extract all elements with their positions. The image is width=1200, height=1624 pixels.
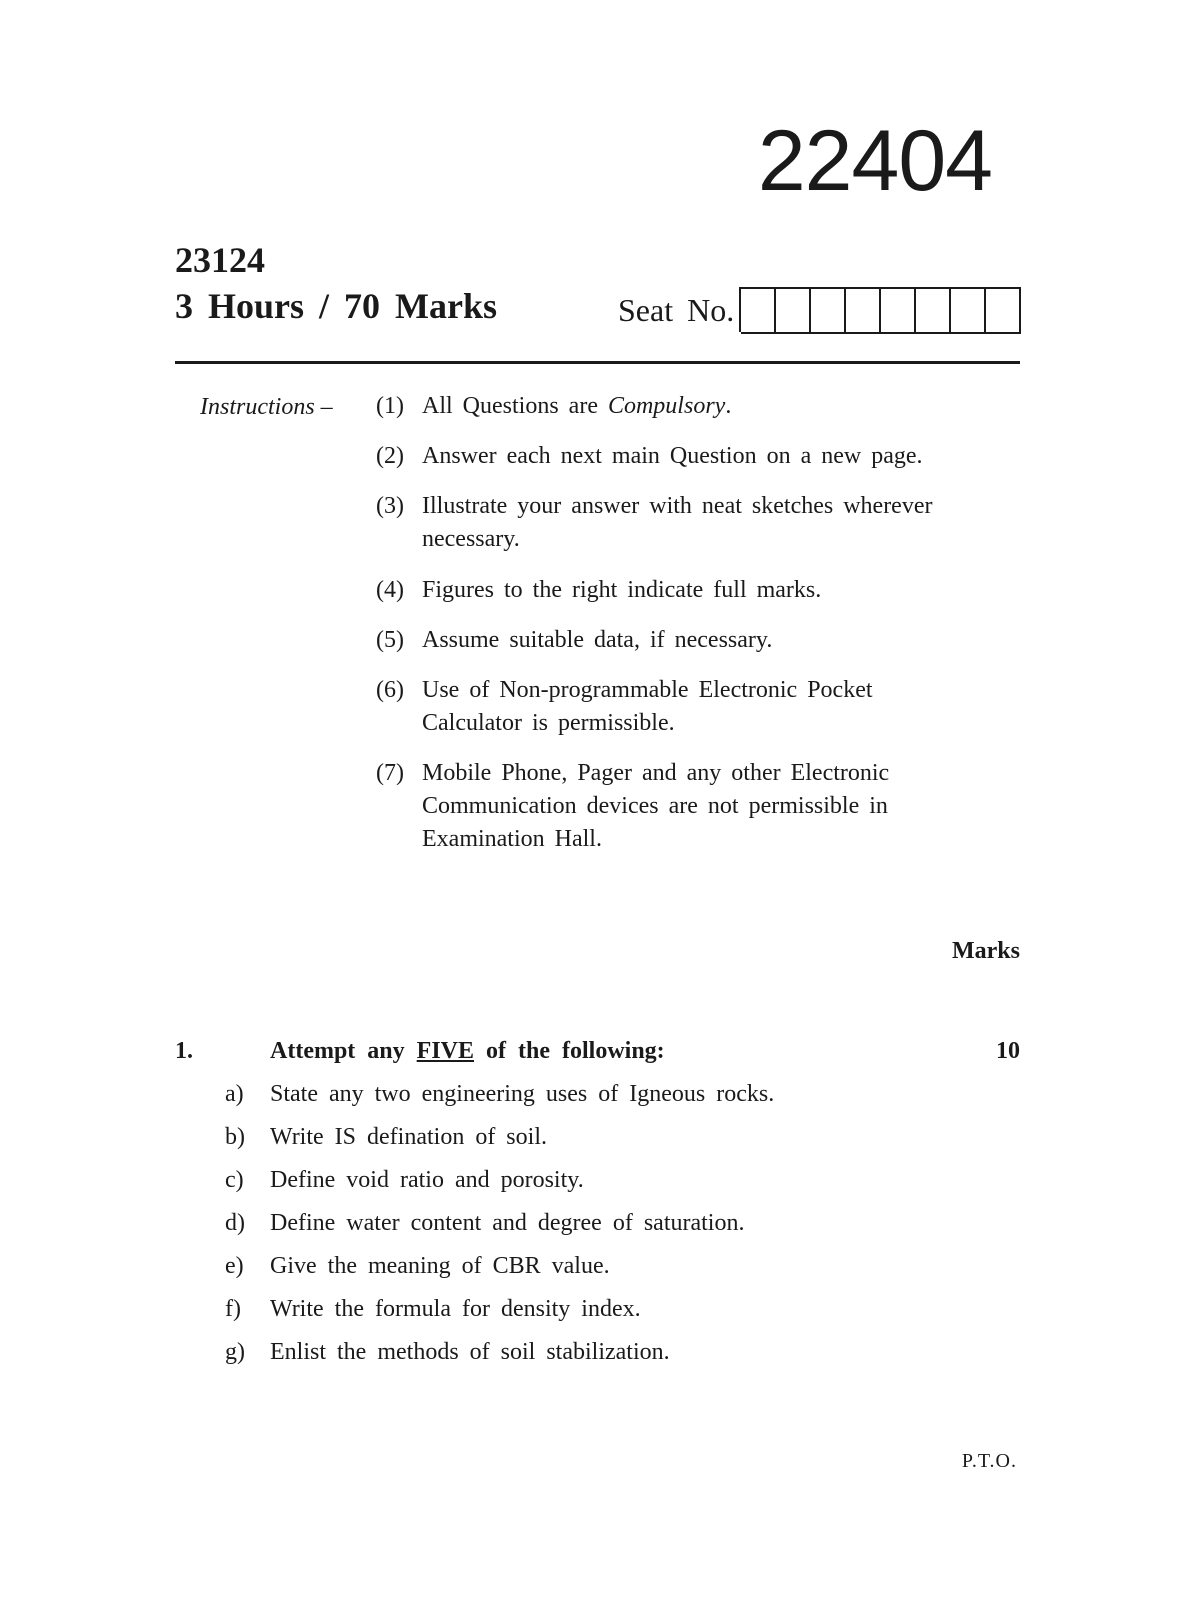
instructions-label: Instructions –: [200, 394, 333, 420]
instruction-number: (4): [376, 577, 404, 603]
instruction-number: (1): [376, 393, 404, 419]
sub-question-label: e): [225, 1253, 244, 1279]
seat-box[interactable]: [811, 287, 846, 334]
question-marks: 10: [996, 1038, 1020, 1064]
sub-question-label: d): [225, 1210, 245, 1236]
instruction-item: [376, 574, 982, 607]
instruction-item: [376, 757, 942, 856]
sub-question-text: Define void ratio and porosity.: [270, 1167, 584, 1193]
seat-box[interactable]: [741, 287, 776, 334]
seat-box[interactable]: [986, 287, 1021, 334]
sub-question-label: f): [225, 1296, 241, 1322]
instruction-number: (2): [376, 443, 404, 469]
instruction-number: (6): [376, 677, 404, 703]
instruction-number: (3): [376, 493, 404, 519]
instruction-number: (5): [376, 627, 404, 653]
seat-box[interactable]: [846, 287, 881, 334]
seat-no-label: Seat No.: [618, 292, 735, 328]
question-title: Attempt any FIVE of the following:: [270, 1038, 665, 1064]
instruction-text: Mobile Phone, Pager and any other Electronic Communication devices are not permissible in Examination Hall.: [422, 760, 890, 852]
sub-question-text: Write the formula for density index.: [270, 1296, 641, 1322]
seat-box[interactable]: [776, 287, 811, 334]
instruction-text: Figures to the right indicate full marks.: [422, 577, 822, 603]
sub-code: 23124: [175, 240, 265, 280]
seat-box[interactable]: [881, 287, 916, 334]
sub-question-label: g): [225, 1339, 245, 1365]
duration-marks: 3 Hours / 70 Marks: [175, 286, 498, 326]
seat-no-boxes[interactable]: [739, 287, 1021, 332]
sub-question-text: Define water content and degree of saturation.: [270, 1210, 745, 1236]
instruction-text: Use of Non-programmable Electronic Pocket Calculator is permissible.: [422, 677, 873, 736]
seat-box[interactable]: [951, 287, 986, 334]
instruction-text: Answer each next main Question on a new page.: [422, 443, 923, 469]
marks-heading: Marks: [952, 938, 1020, 964]
sub-question-text: Enlist the methods of soil stabilization.: [270, 1339, 670, 1365]
instruction-item: [376, 440, 982, 473]
sub-question-label: b): [225, 1124, 245, 1150]
instruction-item: [376, 624, 982, 657]
header-divider: [175, 361, 1020, 364]
sub-question-label: c): [225, 1167, 244, 1193]
seat-box[interactable]: [916, 287, 951, 334]
instruction-text: All Questions are Compulsory.: [422, 393, 732, 419]
pto-label: P.T.O.: [961, 1450, 1017, 1472]
sub-question-text: Give the meaning of CBR value.: [270, 1253, 610, 1279]
sub-question-text: State any two engineering uses of Igneous rocks.: [270, 1081, 775, 1107]
paper-code: 22404: [757, 113, 992, 209]
question-number: 1.: [175, 1038, 193, 1064]
sub-question-text: Write IS defination of soil.: [270, 1124, 547, 1150]
instruction-item: [376, 490, 982, 556]
instruction-number: (7): [376, 760, 404, 786]
instruction-item: [376, 390, 982, 423]
instruction-text: Illustrate your answer with neat sketches wherever necessary.: [422, 493, 933, 552]
instruction-item: [376, 674, 962, 740]
sub-question-label: a): [225, 1081, 244, 1107]
instruction-text: Assume suitable data, if necessary.: [422, 627, 773, 653]
